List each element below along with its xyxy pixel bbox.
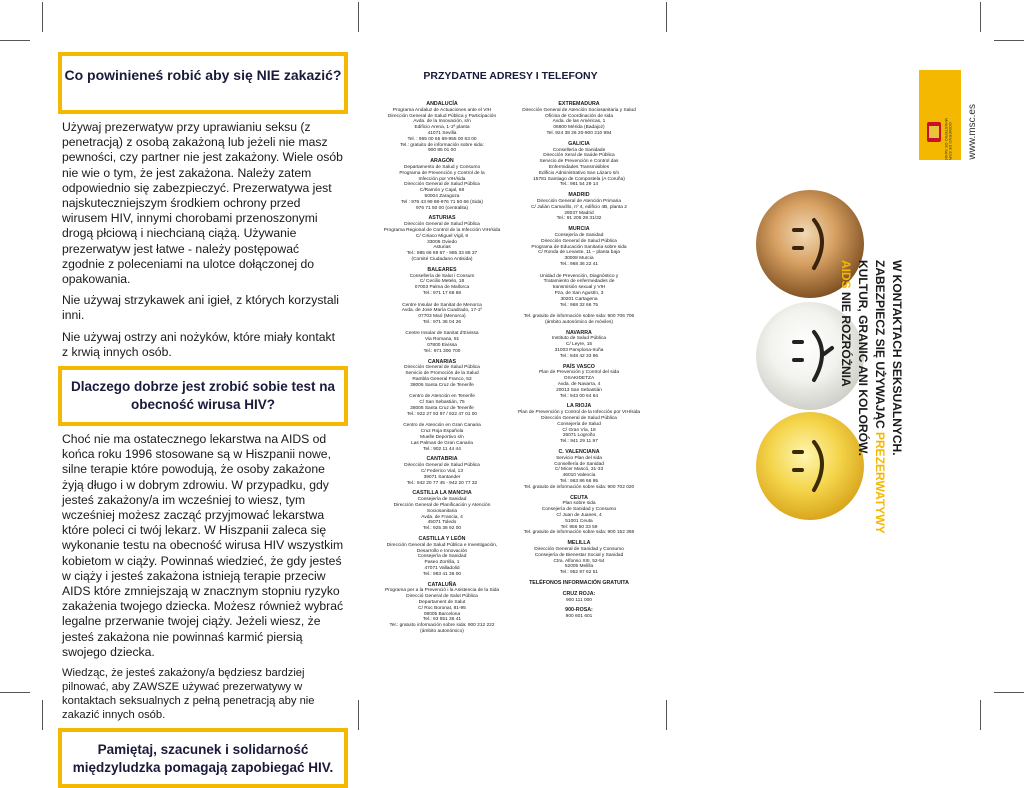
address-line: Avda. de las Américas, 1 [552,119,606,125]
address-line: 46010 Valencia [562,473,596,479]
address-line: Dirección General de Salud Pública [541,238,617,244]
address-line: C/ Gran Vía, 18 [562,427,596,433]
address-line: Edificio Arena, 1-1ª planta [414,125,470,131]
address-line: Cruz Roja Española [420,429,464,435]
crop-mark [0,40,30,41]
crop-mark [0,692,30,693]
address-line: Tel.: 968 36 22 41 [559,261,599,267]
address-line: Dirección General de Planificación y Atención Sociosanitaria [393,503,491,514]
address-line: 07003 Palma de Mallorca [414,285,470,291]
address-line: Desarrollo e Innovación [416,548,468,554]
region-name: CEUTA [570,494,588,501]
address-line: Consejería de Salud [557,421,601,427]
left-panel [58,52,348,788]
address-line: Pza. de San Agustín, 3 [554,290,604,296]
slogan-line-3: ZABEZPIECZ SIĘ UŻYWAJĄC PREZERWATYWY [873,260,887,534]
address-line: 41071 Sevilla [427,130,457,136]
address-line: Direcció General de Salut Pública [406,594,478,600]
address-line: Dirección General de Atención Primaria [537,198,621,204]
address-entry [378,583,506,635]
paragraph-always-condom: Wiedząc, że jesteś zakażony/a będziesz bardziej pilnować, aby ZAWSZE używać prezerwatywy w kontaktach seksualnych z pełną penetracją aby nie zakazić innych osób. [62,667,315,722]
address-line: Enfermidades Transmisibles [548,164,610,170]
address-line: Dirección General de Salud Pública [404,182,480,188]
address-line: Dirección General de Salud Pública e Investigación, [386,542,498,548]
address-line: Tel.: 985 66 69 67 - 985 33 88 37 [406,251,478,257]
heading-why-test: Dlaczego dobrze jest zrobić sobie test na obecność wirusa HIV? [58,366,348,426]
address-line: 26071 Logroño [562,433,596,439]
address-line: 20013 San Sebastián [556,387,602,393]
region-name: CANARIAS [428,358,456,365]
website-url[interactable]: www.msc.es [967,104,978,160]
address-line: 38005 Santa Cruz de Tenerife [410,406,474,412]
region-name: CASTILLA LA MANCHA [412,490,472,497]
region-name: ASTURIAS [428,215,456,222]
address-line: Tel : 976 43 99 88-976 71 50 66 (Sida) [401,199,483,205]
address-line: C/ San Sebastián, 75 [419,400,465,406]
region-name: MURCIA [568,226,590,233]
addresses-column-right [515,102,643,640]
address-line: Departamento de Salud y Consumo [403,164,481,170]
address-line: Tel.: 952 97 62 51 [559,570,599,576]
address-entry [515,404,643,445]
address-line: Tel.: 848 42 33 96 [559,353,599,359]
address-line: C/ Cecilio Metelo, 18 [419,279,465,285]
address-entry [378,216,506,262]
slogan [839,260,959,560]
address-entry [515,365,643,400]
region-name: CATALUÑA [427,581,457,588]
address-line: Muelle Deportivo s/n [420,435,464,441]
address-line: C/ Juan de Juanes, 4 [556,513,602,518]
address-line: Plan de Prevención y Control de la Infección por VIH/sida [517,410,641,416]
address-line: C/ Julián Camarillo, nº 4, edificio 4B, planta 2 [531,204,627,210]
slogan-line-1: AIDS NIE ROZRÓŻNIA [839,260,853,387]
address-line: Avda. de Jose María Cuadrado, 17-1º [401,308,483,314]
crop-mark [358,700,359,730]
address-line: Centre Insular de Sanitat d'Eivissa [405,331,479,337]
address-line: Departament de Salut [418,599,466,605]
address-line: 976 71 50 00 (centralita) [416,205,468,211]
address-line: C/ Ciriaco Miguel Vigil, 9 [415,233,469,239]
address-entry [515,193,643,222]
address-line: 45071 Toledo [427,520,457,526]
address-line: 900 111 000 [566,597,592,603]
cover-panel [660,0,1024,732]
address-line: Tel.: 942 20 77 45 - 942 20 77 32 [406,480,478,486]
address-line: C/Ramón y Cajal, 68 [419,188,465,194]
address-line: Dirección General de Salud Pública [541,416,617,422]
address-entry [515,592,643,604]
address-line: Tel.: 91 205 29 31/32 [556,216,602,222]
address-entry [515,331,643,360]
address-line: C/ Roc Boronat, 81-95 [418,605,466,611]
address-line: Instituto de Salud Pública [551,336,607,342]
address-entry [378,457,506,486]
address-line: Tratamiento de enfermedades de [543,279,615,285]
address-line: 15781 Santiago de Compostela (A Coruña) [533,176,625,182]
address-line: Consellería de Salut i Consum [409,273,475,279]
address-line: Dirección General de Salud Pública [404,222,480,228]
svg-text:GOBIERNO DE ESPAÑA: GOBIERNO DE ESPAÑA [948,122,953,160]
address-line: Dirección General de Salud Pública [404,365,480,371]
address-entry [378,360,506,453]
address-line: Avda. de Francia, 4 [421,514,463,520]
address-line: 31003 Pamplona-Iruña [554,348,604,354]
address-line: Las Palmas de Gran Canaria [411,440,473,446]
addresses-title: PRZYDATNE ADRESY I TELEFONY [423,70,598,82]
slogan-line-2: KULTUR, GRANIC ANI KOLORÓW. [856,260,870,456]
region-name: PAÍS VASCO [563,363,595,370]
address-line: Consejería de Sanidad y Consumo [541,507,617,513]
address-entry [515,450,643,491]
address-line: Programa de Prevención y Control de la [399,170,485,176]
heading-how-to-avoid: Co powinieneś robić aby się NIE zakazić? [58,52,348,114]
address-line: 51001 Ceuta [565,518,593,524]
address-line: 06800 Mérida (Badajoz) [553,125,605,131]
address-line: Tel.: 968 32 66 75 [559,302,599,308]
address-line: 33006 Oviedo [427,239,457,245]
heading-respect-solidarity: Pamiętaj, szacunek i solidarność międzyludzka pomagają zapobiegać HIV. [58,728,348,788]
region-name: TELÉFONOS INFORMACIÓN GRATUITA [529,579,629,586]
region-name: ANDALUCÍA [426,101,458,107]
region-name: CASTILLA Y LEÓN [418,535,466,542]
address-line: Tel.: 983 41 36 00 [422,571,462,577]
address-line: Via Romana, 81 [424,337,460,343]
address-line: Dirección General de Sanidad y Consumo [534,546,624,552]
region-name: C. VALENCIANA [558,449,600,456]
address-line: Tel. gratuito de información sobre sida: 900 152 368 [523,530,635,536]
address-line: transmisión sexual y VIH [552,285,606,291]
address-line: C/ Micer Mascó, 31-33 [554,467,604,473]
address-line: Centre Insular de Sanitat de Menorca [402,302,482,308]
crop-mark [358,2,359,32]
address-entry [515,496,643,537]
address-line: OSAKIDETZA [563,376,595,382]
address-line: 39071 Santander [423,474,461,480]
address-line: Tel. gratuito de información sobre sida: 900 706 706 [523,314,635,320]
address-line: Programa per a la Prevenció i la Asistencia de la Sida [384,588,500,594]
address-line: Tel.: 941 29 11 97 [560,439,598,445]
paragraph-treatment: Choć nie ma ostatecznego lekarstwa na AIDS od końca roku 1996 stosowane są w Hiszpanii nowe, silne terapie które powodują, że osoby zakażone żyją długo i w dobrym zdrowiu. W przypadku, gdy jesteś zakażony/a im wcześniej to wiesz, tym wcześniej możesz zacząć przyjmować lekarstwa które poleci ci twój lekarz. W Hiszpanii zaleca się wykonanie testu na obecność wirusa HIV wszystkim kobietom w ciąży. Powinnaś wiedzieć, że gdy jesteś w ciąży i jesteś zakażona istnieją terapie przeciw AIDS które zmniejszają w znacznym stopniu ryzyko zakażenia twojego dziecka. Możesz również wybrać legalne przerwanie twojej ciąży. Jeżeli wiesz, że jesteś zakażona nie powinnaś karmić piersią swojego dziecka. [62,432,344,659]
region-name: EXTREMADURA [558,101,600,107]
address-line: Oficina de Coordinación de sida [545,113,613,119]
address-line: (Comité Ciudadano Antisida) [411,256,473,262]
address-line: 07800 Eivissa [427,343,457,349]
address-line: Dirección General de Salud Pública y Participación [387,113,497,119]
address-entry [515,608,643,620]
address-line: Plan de Prevención y Control del sida [539,370,619,376]
address-line: (ámbito autonómico) [420,628,464,634]
address-line: Tel.: 971 17 68 68 [422,290,462,296]
address-entry [378,268,506,355]
address-line: Servicio de Promoción de la Salud [405,371,479,377]
address-entry [515,102,643,137]
address-line: Edificio Administrativo San Lázaro s/n [538,170,620,176]
address-line: Asturias [433,245,451,251]
svg-text:MINISTERIO DE SANIDAD Y CONSUM: MINISTERIO DE SANIDAD Y CONSUMO [944,118,949,160]
address-line: 30008 Murcia [564,256,594,262]
address-line: Centro de Atención en Tenerife [409,394,475,400]
region-name: BALEARES [427,266,457,273]
address-line: Tel.: gratuito de información sobre sida: [400,142,484,148]
addresses-panel [378,70,643,640]
address-line: (ámbito autonómico de móviles) [545,319,613,325]
address-line: Consellería de Sanidade [552,147,606,153]
address-line: C/ Ronda de Levante, 11 – planta baja [538,250,620,256]
address-line: Avda. de la Innovación, s/n [413,119,471,125]
address-line: 47071 Valladolid [424,565,460,571]
address-line: Tel.: 971 306 700 [423,348,461,354]
address-line: Tel.: 963 86 66 95 [559,479,599,485]
address-line: Rambla General Franco, 53 [412,377,472,383]
government-logo [919,70,961,160]
address-line: Dirección General de Atención Sociosanitaria y Salud [522,107,636,113]
address-entry [515,227,643,326]
address-line: Dirección General de Salud Pública [404,463,480,469]
region-name: MADRID [568,192,590,199]
address-line: 08005 Barcelona [423,611,461,617]
address-line: Tel: 956 50 33 59 [560,524,598,530]
region-name: GALICIA [568,140,590,147]
address-line: Tel.: 93 551 36 41 [422,617,462,623]
address-line: 50004 Zaragoza [424,193,460,199]
address-line: Programa Regional de Control de la Infección VIH/sida [383,227,501,233]
address-entry [378,491,506,532]
address-line: Centro de Atención en Gran Canaria [403,423,481,429]
address-line: Consejería de Bienestar Social y Sanidad [534,552,624,558]
address-line: Avda. de Navarra, 4 [557,382,601,388]
address-line: Programa de Educación Sanitaria sobre sida [531,244,627,250]
address-line: Unidad de Prevención, Diagnóstico y [539,273,619,279]
region-name: 900-ROSA: [565,607,593,614]
address-entry [378,537,506,578]
address-line: Tel. 924 38 26 20-900 210 994 [546,130,612,136]
paragraph-condoms: Używaj prezerwatyw przy uprawianiu seksu (z penetracją) z osobą zakażoną lub jeżeli nie masz pewności, czy partner nie jest zakażony. Wiele osób nie wie o tym, że jest zakażona. Należy zatem odpowiednio się zabezpieczyć. Prezerwatywa jest najskuteczniejszym środkiem ochrony przed wirusem HIV, innymi chorobami przenoszonymi drogą płciową i niechcianą ciążą. Używanie prezerwatyw jest łatwe - należy postępować zgodnie z poleceniami na ulotce dołączonej do opakowania. [62,120,343,287]
address-line: C/ Federico Vial, 13 [420,469,464,475]
address-entry [515,541,643,576]
address-line: Plan sobre sida [562,501,596,507]
address-line: Tel.: 925 38 92 00 [422,526,462,532]
address-line: Tel.: 922 27 93 97 / 922 47 01 00 [406,411,478,417]
address-line: 900 601 601 [565,614,593,620]
region-name: MELILLA [567,540,591,547]
address-line: Tel. : 955 00 65 69-955 00 63 00 [407,136,477,142]
address-line: Tel.: gratuito información sobre sida: 900 212 222 [389,623,495,629]
slogan-line-4: W KONTAKTACH SEKSUALNYCH. [890,260,904,456]
address-line: 900 85 01 00 [427,148,456,154]
paragraph-needles: Nie używaj strzykawek ani igieł, z których korzystali inni. [62,293,340,323]
address-line: Consejería de Sanidad [554,232,604,238]
address-line: 52005 Melilla [564,564,594,570]
region-name: LA RIOJA [566,403,592,410]
address-line: Consejería de Sanidad [417,497,467,503]
address-line: Paseo Zorrilla, 1 [424,560,460,566]
address-line: Tel.: 971 36 04 26 [422,319,462,325]
address-line: C/ Leyre, 15 [565,342,593,348]
address-line: 07703 Maó (Menorca) [418,314,466,320]
region-name: ARAGÓN [430,158,454,165]
crop-mark [42,2,43,32]
address-line: Tel.: 981 54 29 14 [559,182,599,188]
address-line: Dirección Xeral de Saúde Pública [543,153,615,159]
region-name: CANTABRIA [426,456,458,463]
address-line: 38006 Santa Cruz de Tenerife [410,382,474,388]
address-entry [378,102,506,154]
address-line: Tel. gratuito de información sobre sida: 900 702 020 [523,484,635,490]
region-name: NAVARRA [566,329,592,336]
address-line: Tel.: 902 11 44 44 [423,446,461,452]
paragraph-blades: Nie używaj ostrzy ani nożyków, które miały kontakt z krwią innych osób. [62,329,335,359]
address-entry [515,581,643,587]
crop-mark [42,700,43,730]
address-line: Consejería de Sanidad [417,554,467,560]
address-line: Programa Andaluz de Actuaciones ante el VIH [392,107,492,113]
address-line: 30201 Cartagena [560,296,598,302]
addresses-column-left [378,102,506,640]
address-line: Servicio Plan del sida [556,455,602,461]
address-line: Servicio de Prevención e Control das [539,159,619,165]
address-entry [515,142,643,188]
address-line: 28037 Madrid [564,210,594,216]
address-line: Infección por VIH/sida [418,176,466,182]
address-line: Ctra. Alfonso XIII, 52-54 [553,558,605,564]
address-entry [378,159,506,211]
region-name: CRUZ ROJA: [562,590,596,597]
address-line: Consellería de Sanidad [554,461,604,467]
address-line: Tel.: 943 00 64 64 [559,393,599,399]
